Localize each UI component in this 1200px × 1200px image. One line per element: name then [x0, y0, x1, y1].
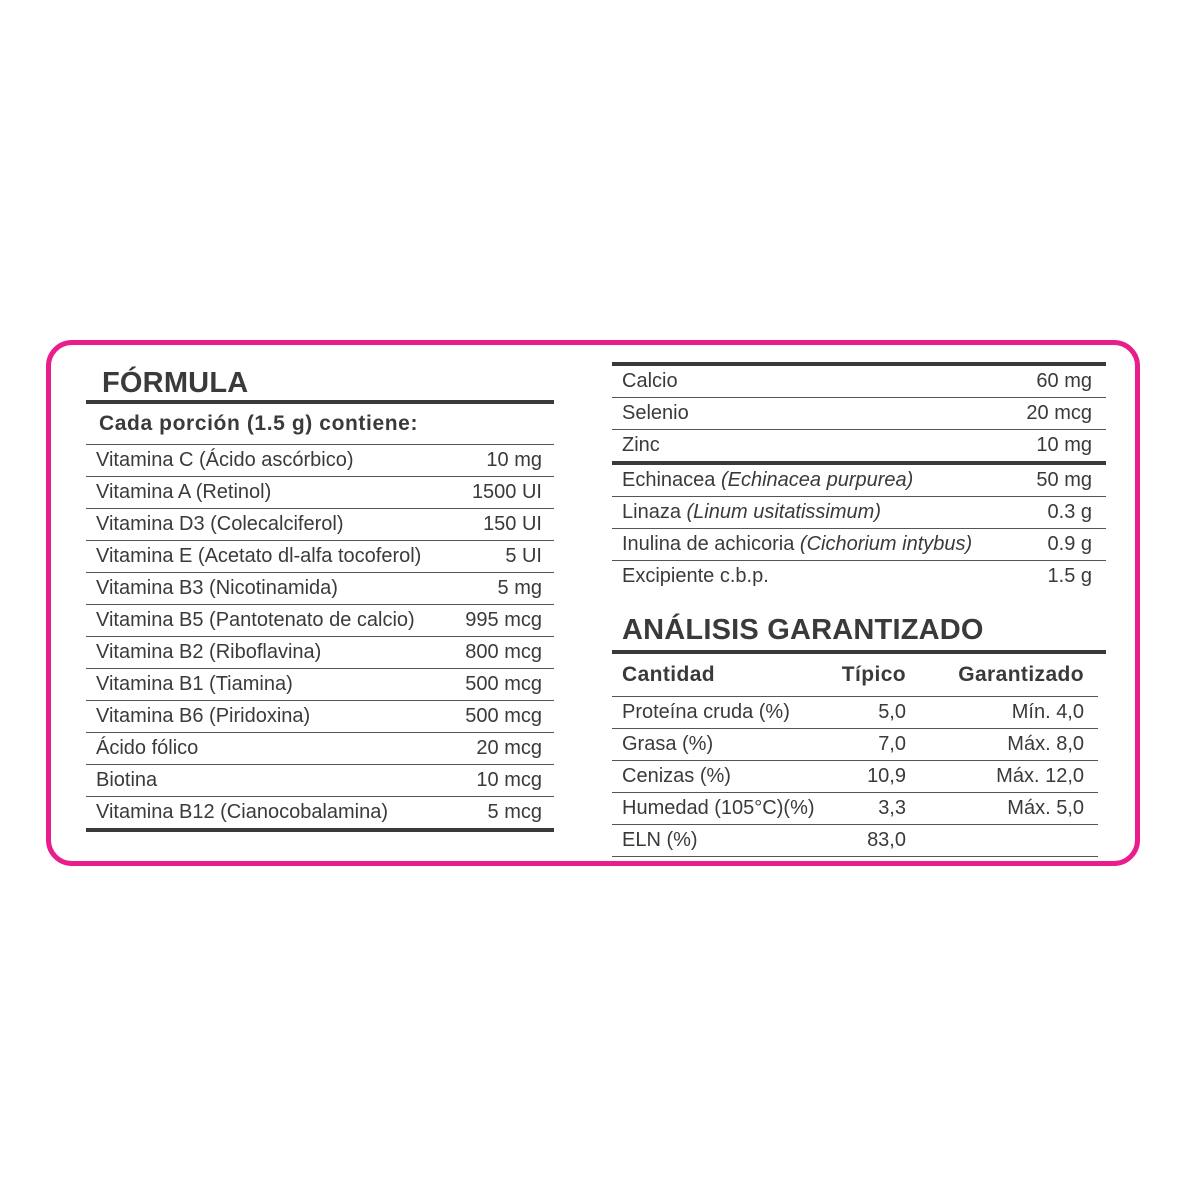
ingredient-name: Ácido fólico [96, 737, 199, 759]
ingredient-name: Vitamina B2 (Riboflavina) [96, 641, 322, 663]
mineral-amount: 60 mg [1036, 370, 1092, 392]
analysis-row [612, 697, 1098, 729]
formula-row [86, 733, 554, 765]
ingredient-amount: 500 mcg [465, 673, 542, 695]
ingredient-name: Vitamina A (Retinol) [96, 481, 272, 503]
botanical-latin-name: (Cichorium intybus) [799, 533, 973, 555]
mineral-name: Selenio [622, 402, 689, 424]
ingredient-amount: 20 mcg [476, 737, 542, 759]
analysis-table [612, 654, 1098, 857]
botanical-common-name: Inulina de achicoria [622, 533, 795, 555]
botanical-amount: 0.3 g [1047, 501, 1092, 523]
analysis-guaranteed: Máx. 8,0 [1007, 733, 1084, 755]
formula-row [86, 445, 554, 477]
analysis-guaranteed: Mín. 4,0 [1011, 701, 1084, 723]
ingredient-amount: 5 UI [505, 545, 542, 567]
ingredient-amount: 5 mcg [487, 801, 542, 823]
ingredient-amount: 10 mcg [476, 769, 542, 791]
ingredient-name: Vitamina B3 (Nicotinamida) [96, 577, 338, 599]
ingredient-amount: 5 mg [497, 577, 542, 599]
analysis-parameter: Humedad (105°C)(%) [622, 797, 815, 819]
mineral-row [612, 366, 1106, 398]
header-tipico: Típico [841, 663, 906, 686]
formula-row [86, 797, 554, 828]
mineral-name: Zinc [622, 434, 660, 456]
analysis-parameter: ELN (%) [622, 829, 698, 851]
mineral-row [612, 398, 1106, 430]
botanical-amount: 1.5 g [1047, 565, 1092, 587]
analysis-guaranteed: Máx. 5,0 [1007, 797, 1084, 819]
analysis-guaranteed: Máx. 12,0 [996, 765, 1084, 787]
botanical-name [622, 533, 972, 556]
botanical-row [612, 529, 1106, 561]
botanicals-table [612, 465, 1106, 592]
minerals-table [612, 366, 1106, 461]
analysis-row [612, 825, 1098, 857]
ingredient-name: Biotina [96, 769, 158, 791]
botanical-common-name: Excipiente c.b.p. [622, 565, 769, 587]
botanical-row [612, 497, 1106, 529]
ingredient-amount: 1500 UI [471, 481, 542, 503]
header-garantizado: Garantizado [958, 663, 1084, 686]
ingredient-name: Vitamina B6 (Piridoxina) [96, 705, 311, 727]
analysis-parameter: Cenizas (%) [622, 765, 731, 787]
formula-row [86, 605, 554, 637]
formula-row [86, 765, 554, 797]
botanical-name [622, 565, 769, 588]
ingredient-amount: 10 mg [486, 449, 542, 471]
ingredient-name: Vitamina C (Ácido ascórbico) [96, 449, 354, 471]
formula-row [86, 541, 554, 573]
botanical-common-name: Echinacea [622, 469, 716, 491]
botanical-common-name: Linaza [622, 501, 681, 523]
ingredient-name: Vitamina B12 (Cianocobalamina) [96, 801, 389, 823]
botanical-row [612, 561, 1106, 592]
mineral-amount: 20 mcg [1026, 402, 1092, 424]
botanical-amount: 0.9 g [1047, 533, 1092, 555]
analysis-typical: 5,0 [878, 701, 906, 723]
analysis-title: ANÁLISIS GARANTIZADO [622, 614, 984, 646]
header-cantidad: Cantidad [622, 663, 716, 686]
formula-bottom-rule [86, 828, 554, 832]
right-section [612, 362, 1106, 857]
botanical-amount: 50 mg [1036, 469, 1092, 491]
botanical-row [612, 465, 1106, 497]
formula-row [86, 701, 554, 733]
formula-subtitle: Cada porción (1.5 g) contiene: [86, 404, 554, 445]
analysis-typical: 10,9 [867, 765, 906, 787]
botanical-latin-name: (Echinacea purpurea) [720, 469, 914, 491]
analysis-parameter: Proteína cruda (%) [622, 701, 790, 723]
formula-row [86, 477, 554, 509]
mineral-row [612, 430, 1106, 461]
mineral-amount: 10 mg [1036, 434, 1092, 456]
analysis-typical: 7,0 [878, 733, 906, 755]
formula-table [86, 445, 554, 828]
botanical-name [622, 469, 913, 492]
formula-row [86, 637, 554, 669]
botanical-name [622, 501, 881, 524]
formula-title: FÓRMULA [102, 367, 249, 399]
formula-row [86, 669, 554, 701]
ingredient-amount: 995 mcg [465, 609, 542, 631]
mineral-name: Calcio [622, 370, 678, 392]
formula-row [86, 509, 554, 541]
ingredient-amount: 150 UI [483, 513, 542, 535]
ingredient-name: Vitamina B1 (Tiamina) [96, 673, 293, 695]
analysis-header-row [612, 654, 1098, 697]
analysis-typical: 3,3 [878, 797, 906, 819]
analysis-row [612, 793, 1098, 825]
ingredient-name: Vitamina B5 (Pantotenato de calcio) [96, 609, 415, 631]
ingredient-name: Vitamina D3 (Colecalciferol) [96, 513, 344, 535]
analysis-parameter: Grasa (%) [622, 733, 714, 755]
formula-row [86, 573, 554, 605]
analysis-row [612, 729, 1098, 761]
ingredient-amount: 800 mcg [465, 641, 542, 663]
formula-section [86, 366, 554, 832]
ingredient-amount: 500 mcg [465, 705, 542, 727]
botanical-latin-name: (Linum usitatissimum) [686, 501, 881, 523]
ingredient-name: Vitamina E (Acetato dl-alfa tocoferol) [96, 545, 422, 567]
analysis-typical: 83,0 [867, 829, 906, 851]
analysis-row [612, 761, 1098, 793]
